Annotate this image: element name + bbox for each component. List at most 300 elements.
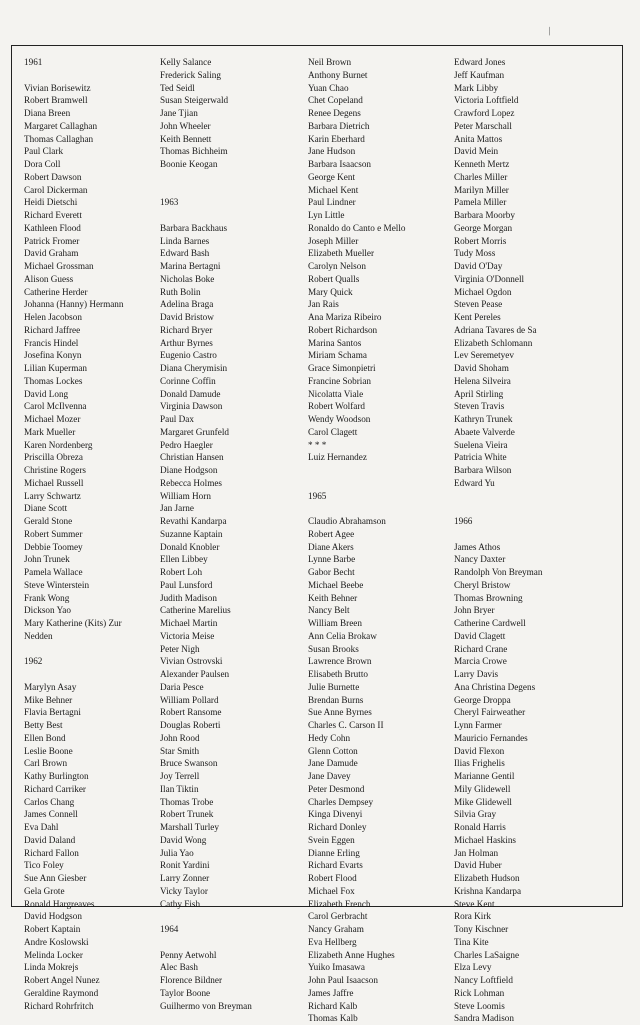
name-entry: Larry Zonner xyxy=(160,873,210,883)
name-entry: Margaret Grunfeld xyxy=(160,426,229,437)
name-entry: Kenneth Mertz xyxy=(454,159,510,169)
alumni-list-frame xyxy=(11,45,623,1024)
name-entry: Carol McIlvenna xyxy=(24,401,87,412)
name-entry: Heidi Dietschi xyxy=(24,197,78,208)
name-entry: Rebecca Holmes xyxy=(160,477,222,488)
name-entry: Yuiko Imasawa xyxy=(308,962,365,973)
name-entry: Michael Beebe xyxy=(308,579,364,590)
name-entry: Richard Bryer xyxy=(160,324,213,335)
name-entry: Elza Levy xyxy=(454,962,492,973)
name-entry: Michael Ogdon xyxy=(454,286,512,297)
name-entry: John Rood xyxy=(160,732,200,743)
name-entry: George Kent xyxy=(308,171,356,182)
name-entry: Randolph Von Breyman xyxy=(454,567,543,577)
name-entry: Marilyn Miller xyxy=(454,184,509,195)
name-entry: Elizabeth Schlomann xyxy=(454,337,533,348)
name-entry: Jan Jarne xyxy=(160,503,194,514)
name-entry: Richard Rohrfritch xyxy=(24,1000,94,1011)
name-entry: Diane Scott xyxy=(24,503,68,514)
name-entry: Abaete Valverde xyxy=(454,426,515,437)
name-entry: Mike Behner xyxy=(24,694,73,705)
name-entry: Larry Davis xyxy=(454,669,499,679)
name-entry: Carol Dickerman xyxy=(24,184,88,195)
name-entry: Corinne Coffin xyxy=(160,375,216,386)
year-heading: 1966 xyxy=(454,516,473,526)
name-entry: Adriana Tavares de Sa xyxy=(454,324,537,335)
name-entry: David Hodgson xyxy=(24,911,82,922)
name-entry: Tina Kite xyxy=(454,936,489,947)
name-entry: Keith Behner xyxy=(308,592,358,603)
name-entry: Julie Burnette xyxy=(308,681,360,692)
column-1 xyxy=(24,56,164,1012)
name-entry: David Huber xyxy=(454,860,502,871)
page-pen-mark: / xyxy=(545,23,554,39)
name-entry: Elizabeth Hudson xyxy=(454,873,520,883)
name-entry: Michael Mozer xyxy=(24,414,81,424)
name-entry: Jane Hudson xyxy=(308,146,356,157)
name-entry: Frederick Saling xyxy=(160,69,221,80)
name-entry: Brendan Burns xyxy=(308,694,364,705)
name-entry: Tudy Moss xyxy=(454,248,496,259)
name-entry: Tony Kischner xyxy=(454,924,509,934)
name-entry: Flavia Bertagni xyxy=(24,707,81,718)
name-entry: Christine Rogers xyxy=(24,465,87,475)
name-entry: Debbie Toomey xyxy=(24,541,83,552)
name-entry: Gela Grote xyxy=(24,885,65,896)
name-entry: Ellen Bond xyxy=(24,732,66,743)
name-entry: Ellen Libbey xyxy=(160,554,208,565)
name-entry: Karen Nordenberg xyxy=(24,439,93,450)
name-entry: Charles Miller xyxy=(454,171,508,182)
name-entry: Rora Kirk xyxy=(454,911,491,922)
name-entry: Bruce Swanson xyxy=(160,758,218,769)
name-entry: Lilian Kuperman xyxy=(24,363,88,373)
spacer xyxy=(454,490,619,503)
name-entry: Nedden xyxy=(24,630,53,641)
name-entry: Sue Anne Byrnes xyxy=(308,707,372,718)
name-entry: Silvia Gray xyxy=(454,809,497,820)
name-entry: Boonie Keogan xyxy=(160,159,218,169)
name-entry: Vicky Taylor xyxy=(160,885,208,896)
name-entry: Linda Barnes xyxy=(160,235,210,246)
name-entry: Michael Fox xyxy=(308,885,355,896)
name-entry: Robert Agee xyxy=(308,528,355,539)
name-entry: Victoria Loftfield xyxy=(454,95,519,106)
name-entry: Sue Ann Giesber xyxy=(24,873,87,883)
name-entry: Guilhermo von Breyman xyxy=(160,1000,252,1011)
name-entry: Diane Akers xyxy=(308,541,354,552)
name-entry: Paul Lunsford xyxy=(160,579,213,590)
name-entry: Ana Christina Degens xyxy=(454,681,536,692)
name-entry: Thomas Trobe xyxy=(160,796,214,807)
name-entry: Charles C. Carson II xyxy=(308,720,384,730)
name-entry: Carl Brown xyxy=(24,758,68,769)
name-entry: Richard Donley xyxy=(308,822,367,832)
year-heading: 1962 xyxy=(24,656,43,667)
name-entry: Helen Jacobson xyxy=(24,312,82,322)
name-entry: Svein Eggen xyxy=(308,834,355,845)
name-entry: David Daland xyxy=(24,834,76,845)
name-entry: Marylyn Asay xyxy=(24,681,77,692)
year-heading: 1964 xyxy=(160,924,179,934)
name-entry: Robert Loh xyxy=(160,567,203,577)
name-entry: Suelena Vieira xyxy=(454,439,508,450)
name-entry: Michael Grossman xyxy=(24,261,94,271)
name-entry: Vivian Borisewitz xyxy=(24,82,91,93)
name-entry: James Connell xyxy=(24,809,78,820)
name-entry: Tico Foley xyxy=(24,860,64,871)
name-entry: Rick Lohman xyxy=(454,987,505,998)
name-entry: Margaret Callaghan xyxy=(24,120,98,131)
name-entry: Cheryl Bristow xyxy=(454,579,511,590)
name-entry: Jan Holman xyxy=(454,847,499,858)
name-entry: Nancy Daxter xyxy=(454,554,506,565)
name-entry: Jeff Kaufman xyxy=(454,69,505,80)
name-entry: Linda Mokrejs xyxy=(24,962,79,973)
name-entry: George Morgan xyxy=(454,222,513,233)
name-entry: Robert Wolfard xyxy=(308,401,366,412)
name-entry: John Bryer xyxy=(454,605,495,616)
name-entry: Florence Bildner xyxy=(160,975,222,985)
name-entry: Glenn Cotton xyxy=(308,745,358,756)
name-entry: Adelina Braga xyxy=(160,299,214,310)
name-entry: Cheryl Fairweather xyxy=(454,707,526,718)
name-entry: Lev Seremetyev xyxy=(454,350,514,361)
name-entry: Pedro Haegler xyxy=(160,439,213,450)
name-entry: Neil Brown xyxy=(308,57,352,67)
name-entry: Renee Degens xyxy=(308,108,361,118)
name-entry: Lynn Farmer xyxy=(454,720,502,730)
spacer xyxy=(24,668,164,681)
name-entry: Michael Kent xyxy=(308,184,359,195)
name-entry: Karin Eberhard xyxy=(308,133,365,144)
name-entry: Judith Madison xyxy=(160,592,217,603)
name-entry: Priscilla Obreza xyxy=(24,452,83,463)
name-entry: Kent Pereles xyxy=(454,312,501,322)
column-4 xyxy=(454,56,619,1025)
name-entry: Suzanne Kaptain xyxy=(160,528,223,539)
name-entry: Jane Damude xyxy=(308,758,358,769)
name-entry: Leslie Boone xyxy=(24,745,73,756)
name-entry: John Trunek xyxy=(24,554,70,565)
column-3 xyxy=(308,56,448,1025)
name-entry: Elizabeth Anne Hughes xyxy=(308,949,395,960)
name-entry: Geraldine Raymond xyxy=(24,987,99,998)
name-entry: Anita Mattos xyxy=(454,133,503,144)
name-entry: George Droppa xyxy=(454,694,511,705)
name-entry: Gabor Becht xyxy=(308,567,355,577)
name-entry: Marcia Crowe xyxy=(454,656,507,667)
name-entry: Miriam Schama xyxy=(308,350,367,361)
name-entry: David Flexon xyxy=(454,745,505,756)
name-entry: Mike Glidewell xyxy=(454,796,512,807)
name-entry: Barbara Dietrich xyxy=(308,120,370,131)
name-entry: Richard Jaffree xyxy=(24,324,81,335)
name-entry: * * * xyxy=(308,439,327,450)
name-entry: John Wheeler xyxy=(160,120,211,131)
name-entry: Ilias Frighelis xyxy=(454,758,505,769)
name-entry: Alexander Paulsen xyxy=(160,669,230,679)
name-entry: Johanna (Hanny) Hermann xyxy=(24,299,124,310)
name-entry: Carlos Chang xyxy=(24,796,75,807)
name-entry: Susan Brooks xyxy=(308,643,359,654)
name-entry: Pamela Wallace xyxy=(24,567,83,577)
name-entry: Jane Davey xyxy=(308,771,351,781)
name-entry: Josefina Konyn xyxy=(24,350,82,361)
name-entry: Donald Knobler xyxy=(160,541,220,552)
spacer xyxy=(24,69,164,82)
name-entry: Mily Glidewell xyxy=(454,783,511,794)
name-entry: Susan Steigerwald xyxy=(160,95,229,106)
name-entry: James Athos xyxy=(454,541,501,552)
name-entry: Marina Santos xyxy=(308,337,362,348)
name-entry: Vivian Ostrovski xyxy=(160,656,223,667)
name-entry: Elizabeth French xyxy=(308,898,371,909)
name-entry: Penny Aetwohl xyxy=(160,949,217,960)
name-entry: David Graham xyxy=(24,248,79,259)
name-entry: Thomas Kalb xyxy=(308,1013,358,1024)
name-entry: Kinga Divenyi xyxy=(308,809,363,820)
name-entry: Alison Guess xyxy=(24,273,74,284)
name-entry: Douglas Roberti xyxy=(160,720,221,730)
spacer xyxy=(308,502,448,515)
name-entry: Carol Clagett xyxy=(308,426,358,437)
name-entry: Francine Sobrian xyxy=(308,375,372,386)
name-entry: Kathy Burlington xyxy=(24,771,89,781)
name-entry: Nicolatta Viale xyxy=(308,388,364,399)
name-entry: Melinda Locker xyxy=(24,949,83,960)
name-entry: Ilan Tiktin xyxy=(160,783,199,794)
spacer xyxy=(160,936,308,949)
name-entry: Barbara Backhaus xyxy=(160,222,228,233)
name-entry: William Pollard xyxy=(160,694,219,705)
name-entry: Victoria Meise xyxy=(160,630,215,641)
name-entry: Dianne Erling xyxy=(308,847,360,858)
name-entry: Cathy Fish xyxy=(160,898,201,909)
name-entry: Virginia O'Donnell xyxy=(454,273,525,284)
name-entry: David Clagett xyxy=(454,630,506,641)
name-entry: Robert Trunek xyxy=(160,809,214,820)
name-entry: Ronit Yardini xyxy=(160,860,210,871)
name-entry: Catherine Herder xyxy=(24,286,88,297)
name-entry: Larry Schwartz xyxy=(24,490,81,501)
name-entry: Eva Hellberg xyxy=(308,936,357,947)
name-entry: Steve Winterstein xyxy=(24,579,90,590)
name-entry: Steven Pease xyxy=(454,299,503,310)
name-entry: Nancy Loftfield xyxy=(454,975,513,985)
name-entry: Hedy Cohn xyxy=(308,732,351,743)
name-entry: Robert Richardson xyxy=(308,324,378,335)
name-entry: Dora Coll xyxy=(24,159,61,169)
name-entry: Robert Bramwell xyxy=(24,95,88,106)
name-entry: Barbara Isaacson xyxy=(308,159,372,169)
name-entry: Helena Silveira xyxy=(454,375,511,386)
name-entry: Ana Mariza Ribeiro xyxy=(308,312,382,322)
name-entry: Taylor Boone xyxy=(160,987,211,998)
name-entry: Patricia White xyxy=(454,452,507,463)
name-entry: Edward Yu xyxy=(454,477,495,488)
name-entry: David Mein xyxy=(454,146,499,157)
name-entry: Chet Copeland xyxy=(308,95,363,106)
name-entry: Jane Tjian xyxy=(160,108,198,118)
name-entry: Frank Wong xyxy=(24,592,70,603)
name-entry: Carolyn Nelson xyxy=(308,261,366,271)
name-entry: Yuan Chao xyxy=(308,82,349,93)
name-entry: Lyn Little xyxy=(308,210,345,220)
name-entry: Kelly Salance xyxy=(160,57,212,67)
name-entry: Marshall Turley xyxy=(160,822,219,832)
name-entry: Mark Mueller xyxy=(24,426,76,437)
name-entry: Catherine Marelius xyxy=(160,605,231,616)
name-entry: Richard Fallon xyxy=(24,847,79,858)
spacer xyxy=(308,477,448,490)
name-entry: Crawford Lopez xyxy=(454,108,515,118)
name-entry: Catherine Cardwell xyxy=(454,618,526,628)
name-entry: Ann Celia Brokaw xyxy=(308,630,377,641)
name-entry: David Wong xyxy=(160,834,207,845)
name-entry: Thomas Browning xyxy=(454,592,523,603)
name-entry: Nancy Graham xyxy=(308,924,364,934)
name-entry: Dickson Yao xyxy=(24,605,71,616)
name-entry: Eva Dahl xyxy=(24,822,59,832)
name-entry: Kathryn Trunek xyxy=(454,414,513,424)
name-entry: Diane Hodgson xyxy=(160,465,218,475)
name-entry: Ruth Bolin xyxy=(160,286,201,297)
name-entry: Steve Loomis xyxy=(454,1000,505,1011)
name-entry: Lawrence Brown xyxy=(308,656,372,667)
name-entry: Richard Everett xyxy=(24,210,82,220)
name-entry: Peter Desmond xyxy=(308,783,365,794)
name-entry: Star Smith xyxy=(160,745,200,756)
name-entry: Robert Dawson xyxy=(24,171,82,182)
name-entry: Mark Libby xyxy=(454,82,499,93)
name-entry: Edward Bash xyxy=(160,248,210,259)
name-entry: Ronaldo do Canto e Mello xyxy=(308,222,406,233)
name-entry: Thomas Bichheim xyxy=(160,146,228,157)
name-entry: David Bristow xyxy=(160,312,214,322)
name-entry: Charles Dempsey xyxy=(308,796,374,807)
name-entry: Michael Martin xyxy=(160,618,218,628)
name-entry: Betty Best xyxy=(24,720,63,730)
name-entry: Mauricio Fernandes xyxy=(454,732,528,743)
name-entry: Luiz Hernandez xyxy=(308,452,367,463)
name-entry: Robert Morris xyxy=(454,235,507,246)
name-entry: Alec Bash xyxy=(160,962,199,973)
name-entry: David Shoham xyxy=(454,363,509,373)
name-entry: Barbara Wilson xyxy=(454,465,512,475)
name-entry: Ronald Hargreaves xyxy=(24,898,95,909)
name-entry: Carol Gerbracht xyxy=(308,911,368,922)
name-entry: Robert Qualls xyxy=(308,273,360,284)
name-entry: Julia Yao xyxy=(160,847,194,858)
spacer xyxy=(454,502,619,515)
name-entry: Richard Crane xyxy=(454,643,508,654)
spacer xyxy=(160,910,308,923)
name-entry: Eugenio Castro xyxy=(160,350,217,361)
name-entry: Pamela Miller xyxy=(454,197,507,208)
name-entry: Lynne Barbe xyxy=(308,554,356,565)
name-entry: Ronald Harris xyxy=(454,822,506,832)
name-entry: William Breen xyxy=(308,618,362,628)
spacer xyxy=(454,528,619,541)
name-entry: Marina Bertagni xyxy=(160,261,221,271)
name-entry: Gerald Stone xyxy=(24,516,73,526)
name-entry: Marianne Gentil xyxy=(454,771,515,781)
name-entry: Robert Ransome xyxy=(160,707,222,718)
name-entry: Edward Jones xyxy=(454,57,506,67)
name-entry: Paul Lindner xyxy=(308,197,356,208)
name-entry: Francis Hindel xyxy=(24,337,79,348)
name-entry: Mary Quick xyxy=(308,286,353,297)
name-entry: Paul Clark xyxy=(24,146,64,157)
name-entry: Joy Terrell xyxy=(160,771,200,781)
name-entry: Grace Simonpietri xyxy=(308,363,376,373)
name-entry: Arthur Byrnes xyxy=(160,337,213,348)
spacer xyxy=(160,184,308,197)
name-entry: Christian Hansen xyxy=(160,452,224,463)
name-entry: Ted Seidl xyxy=(160,82,195,93)
name-entry: Daria Pesce xyxy=(160,681,204,692)
name-entry: David Long xyxy=(24,388,69,399)
name-entry: Sandra Madison xyxy=(454,1013,514,1024)
name-entry: Richard Kalb xyxy=(308,1000,358,1011)
name-entry: Diana Breen xyxy=(24,108,71,118)
year-heading: 1961 xyxy=(24,57,43,67)
name-entry: Steve Kent xyxy=(454,898,495,909)
name-entry: Robert Kaptain xyxy=(24,924,81,934)
name-entry: Nancy Belt xyxy=(308,605,350,616)
name-entry: Richard Evarts xyxy=(308,860,363,871)
name-entry: Virginia Dawson xyxy=(160,401,223,412)
name-entry: Richard Carriker xyxy=(24,783,86,794)
year-heading: 1965 xyxy=(308,490,327,501)
name-entry: Patrick Fromer xyxy=(24,235,80,246)
name-entry: Keith Bennett xyxy=(160,133,212,144)
name-entry: Jan Rais xyxy=(308,299,339,310)
spacer xyxy=(160,171,308,184)
name-entry: Nicholas Boke xyxy=(160,273,215,284)
name-entry: April Stirling xyxy=(454,388,504,399)
name-entry: Steven Travis xyxy=(454,401,505,412)
name-entry: Wendy Woodson xyxy=(308,414,371,424)
name-entry: Peter Marschall xyxy=(454,120,512,131)
name-entry: Elisabeth Brutto xyxy=(308,669,368,679)
name-entry: Barbara Moorby xyxy=(454,210,515,220)
name-entry: Michael Russell xyxy=(24,477,84,488)
spacer xyxy=(24,643,164,656)
column-2 xyxy=(160,56,308,1012)
name-entry: David O'Day xyxy=(454,261,503,271)
spacer xyxy=(308,464,448,477)
year-heading: 1963 xyxy=(160,197,179,208)
name-entry: Claudio Abrahamson xyxy=(308,516,386,526)
name-entry: James Jaffre xyxy=(308,987,354,998)
name-entry: Robert Summer xyxy=(24,528,83,539)
name-entry: Paul Dax xyxy=(160,414,194,424)
name-entry: Thomas Lockes xyxy=(24,375,83,386)
name-entry: Joseph Miller xyxy=(308,235,359,246)
name-entry: Donald Damude xyxy=(160,388,221,399)
name-entry: Andre Koslowski xyxy=(24,936,89,947)
name-entry: Diana Cherymisin xyxy=(160,363,228,373)
name-entry: Mary Katherine (Kits) Zur xyxy=(24,618,122,628)
name-entry: John Paul Isaacson xyxy=(308,975,378,985)
name-entry: Anthony Burnet xyxy=(308,69,368,80)
name-entry: Revathi Kandarpa xyxy=(160,516,227,526)
name-entry: Kathleen Flood xyxy=(24,222,81,233)
name-entry: Robert Flood xyxy=(308,873,357,883)
name-entry: Krishna Kandarpa xyxy=(454,885,522,896)
